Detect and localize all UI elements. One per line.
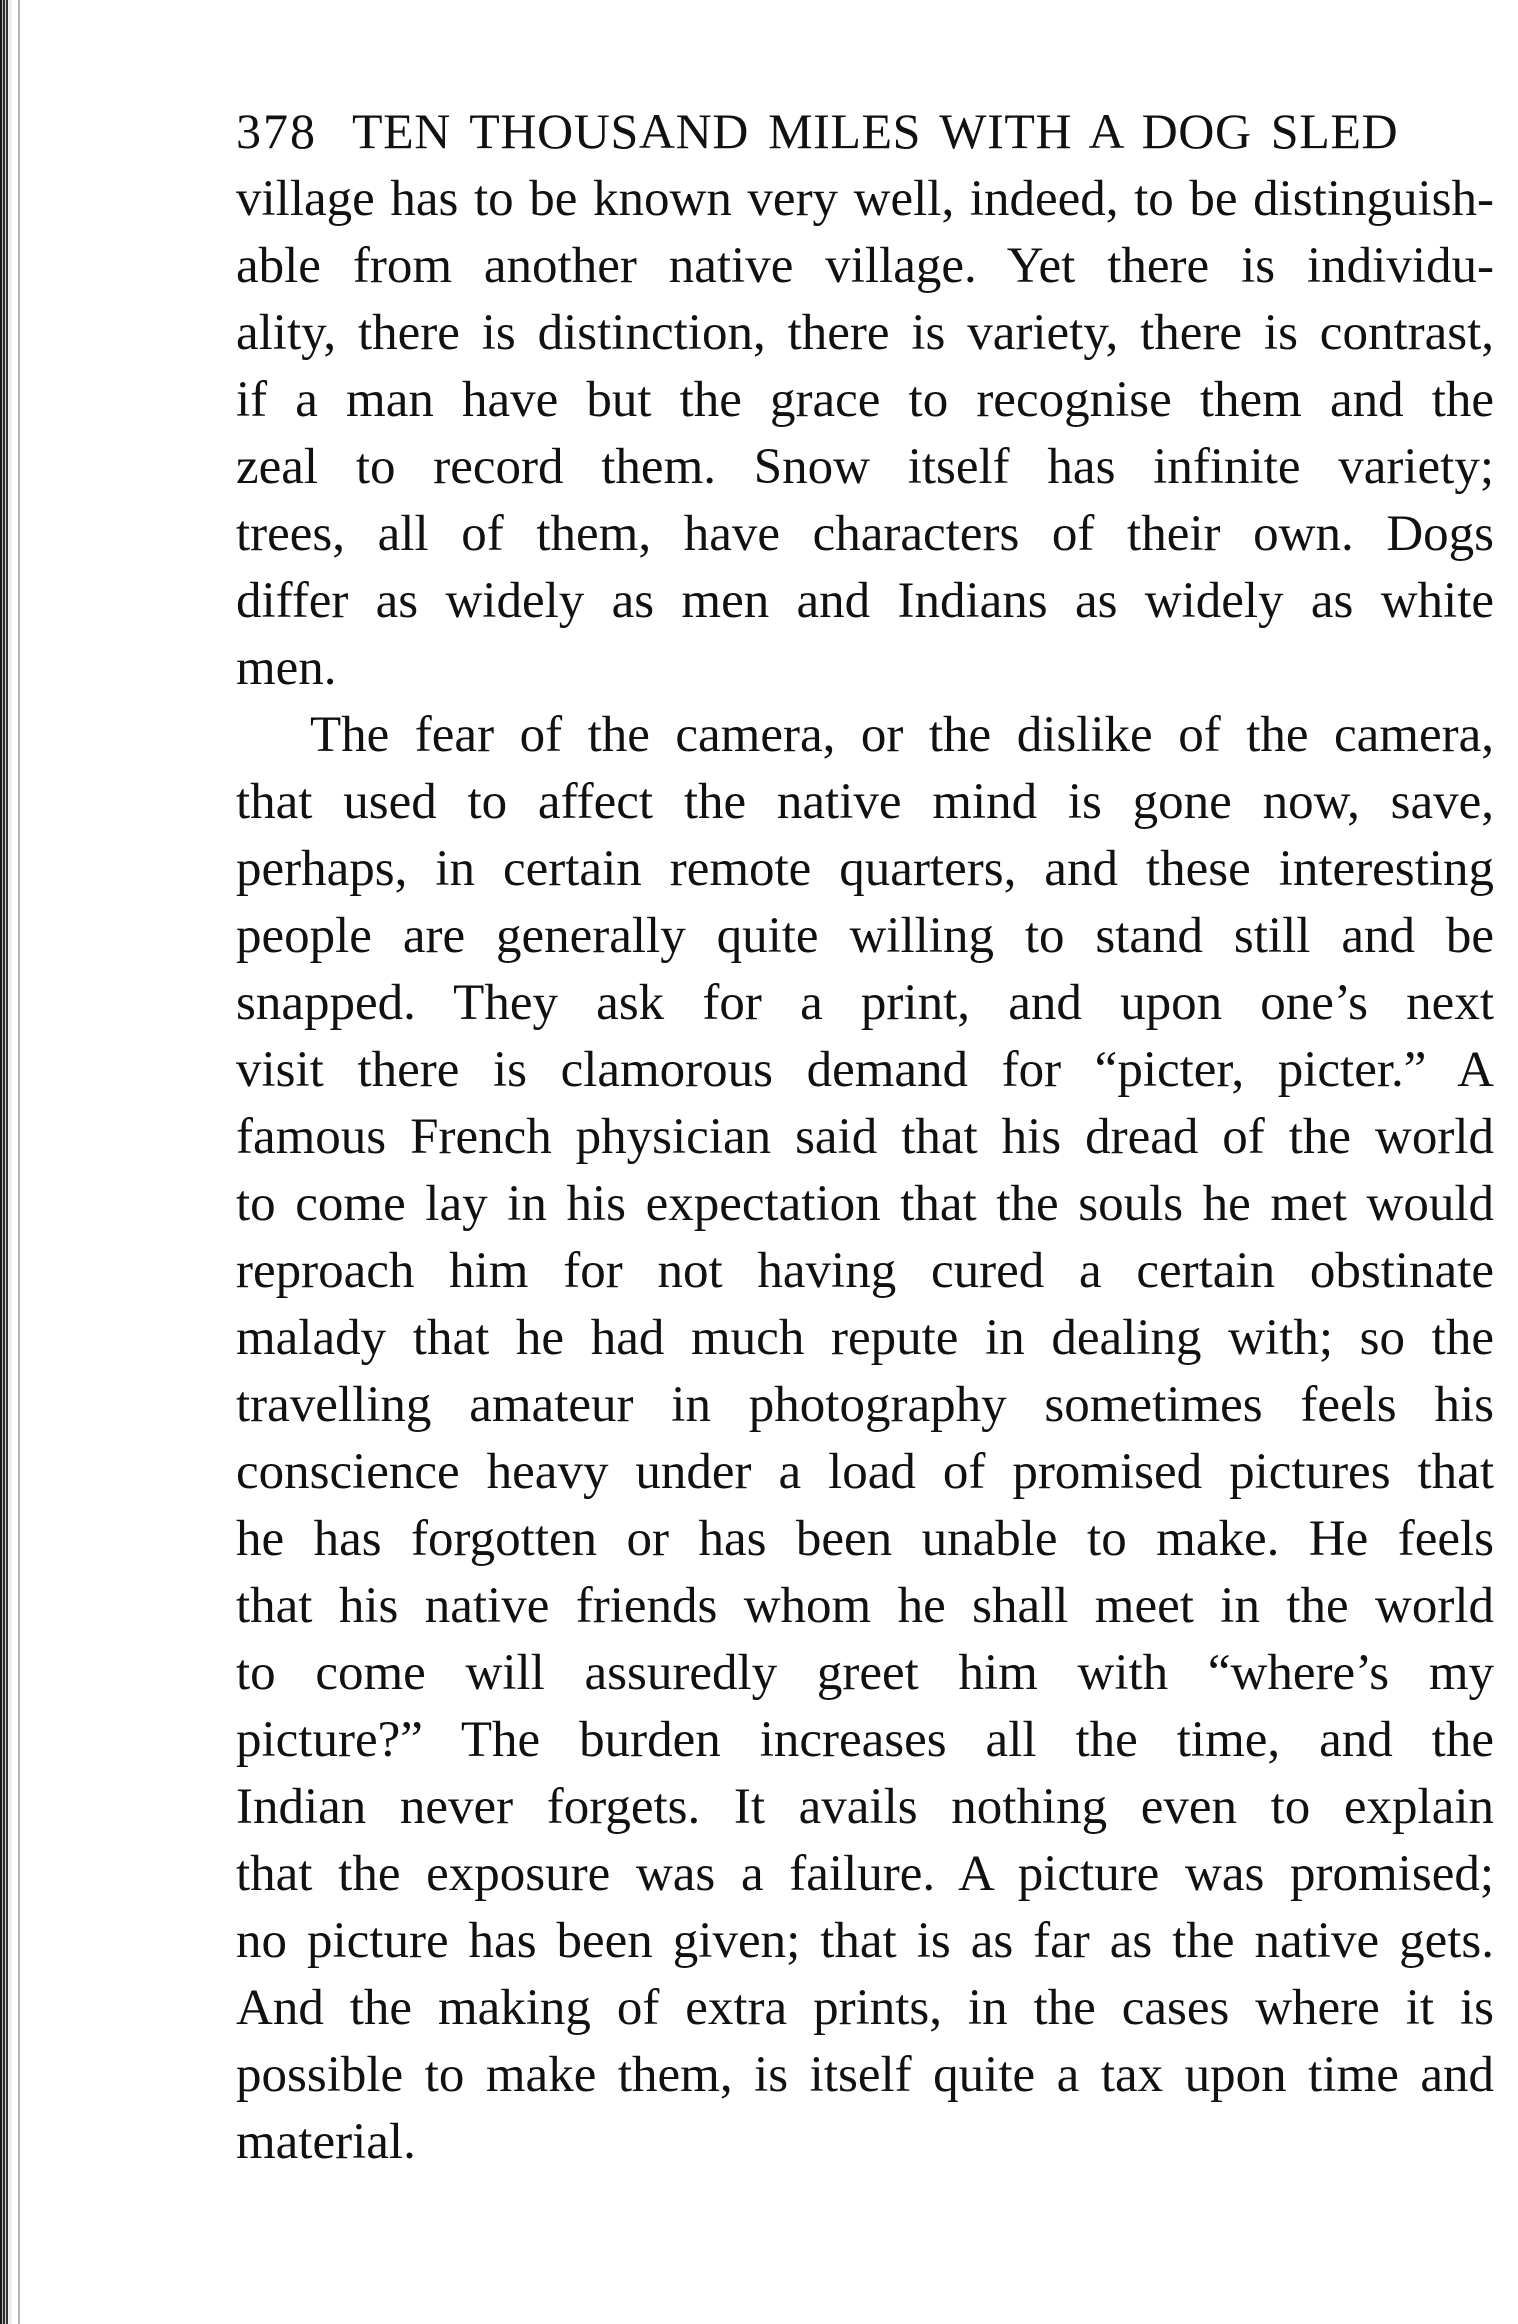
text-line: possible to make them, is itself quite a tax upon time and xyxy=(236,2047,1494,2103)
text-line: trees, all of them, have characters of their own. Dogs xyxy=(236,506,1494,562)
text-line: famous French physician said that his dread of the world xyxy=(236,1109,1494,1165)
text-line: he has forgotten or has been unable to make. He feels xyxy=(236,1511,1494,1567)
text-line: And the making of extra prints, in the cases where it is xyxy=(236,1980,1494,2036)
text-line: that his native friends whom he shall meet in the world xyxy=(236,1578,1494,1634)
running-title: TEN THOUSAND MILES WITH A DOG SLED xyxy=(352,103,1399,159)
paragraph-2 xyxy=(236,702,1494,2176)
text-line: material. xyxy=(236,2114,416,2170)
text-line: snapped. They ask for a print, and upon one’s next xyxy=(236,975,1494,1031)
text-line: able from another native village. Yet there is individu- xyxy=(236,238,1494,294)
paragraph-1 xyxy=(236,166,1494,702)
running-head xyxy=(236,96,1494,166)
body-text xyxy=(236,166,1494,2176)
binding-gutter xyxy=(0,0,12,2324)
text-line: travelling amateur in photography sometimes feels his xyxy=(236,1377,1494,1433)
page-number: 378 xyxy=(236,103,317,159)
text-line: visit there is clamorous demand for “picter, picter.” A xyxy=(236,1042,1494,1098)
text-line: perhaps, in certain remote quarters, and these interesting xyxy=(236,841,1494,897)
text-line: that the exposure was a failure. A picture was promised; xyxy=(236,1846,1494,1902)
text-line: no picture has been given; that is as far as the native gets. xyxy=(236,1913,1494,1969)
text-line: that used to affect the native mind is gone now, save, xyxy=(236,774,1494,830)
text-line: conscience heavy under a load of promised pictures that xyxy=(236,1444,1494,1500)
text-line: ality, there is distinction, there is variety, there is contrast, xyxy=(236,305,1494,361)
text-line: zeal to record them. Snow itself has infinite variety; xyxy=(236,439,1494,495)
book-page xyxy=(236,96,1494,2176)
text-line: malady that he had much repute in dealing with; so the xyxy=(236,1310,1494,1366)
text-line: picture?” The burden increases all the time, and the xyxy=(236,1712,1494,1768)
text-line: reproach him for not having cured a certain obstinate xyxy=(236,1243,1494,1299)
text-line: to come will assuredly greet him with “where’s my xyxy=(236,1645,1494,1701)
text-line: village has to be known very well, indeed, to be distinguish- xyxy=(236,171,1494,227)
text-line: Indian never forgets. It avails nothing even to explain xyxy=(236,1779,1494,1835)
text-line: The fear of the camera, or the dislike of the camera, xyxy=(310,707,1494,763)
binding-shadow-line xyxy=(18,0,20,2324)
text-line: differ as widely as men and Indians as widely as white xyxy=(236,573,1494,629)
text-line: if a man have but the grace to recognise them and the xyxy=(236,372,1494,428)
text-line: people are generally quite willing to stand still and be xyxy=(236,908,1494,964)
text-line: to come lay in his expectation that the souls he met would xyxy=(236,1176,1494,1232)
text-line: men. xyxy=(236,640,337,696)
